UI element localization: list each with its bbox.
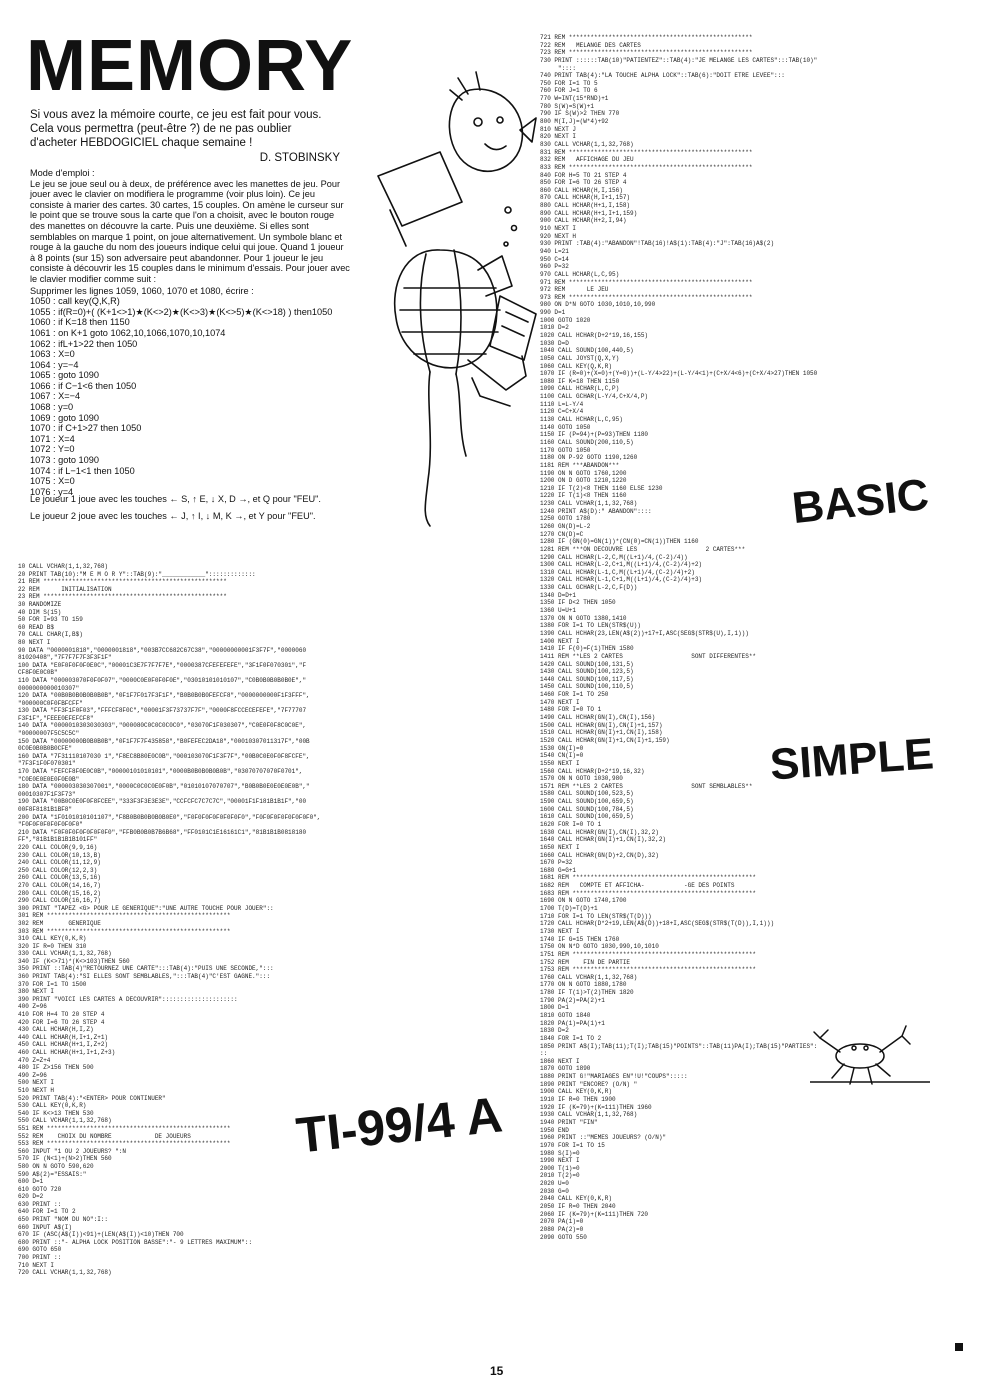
code-line: "00000007F5C5C5C" [18,730,80,738]
code-line: 832 REM AFFICHAGE DU JEU [540,156,634,164]
code-line: 1510 CALL HCHAR(GN(I)+1,CN(I),158) [540,729,663,737]
patch-line: 1071 : X=4 [30,433,75,444]
player1-keys: Le joueur 1 joue avec les touches ← S, ↑ E, ↓ X, D →, et Q pour "FEU". [30,494,321,504]
code-line: 552 REM CHOIX DU NOMBRE DE JOUEURS [18,1132,191,1140]
code-line: 1860 NEXT I [540,1057,580,1065]
code-line: 1210 IF T(2)<8 THEN 1160 ELSE 1230 [540,484,663,492]
code-line: 1120 C=C+X/4 [540,408,584,416]
code-line: 1530 GN(I)=0 [540,744,584,752]
code-line: 970 CALL HCHAR(L,C,95) [540,270,620,278]
code-line: 1810 GOTO 1840 [540,1012,591,1019]
code-line: 21 REM *************************************************** [18,578,227,586]
code-line: 200 DATA "1F0101010101107","F8B0B0B0B0B0B0E0","F0F0F0F0F0F0F0F0","F0F0F0F0F0F0F0F0", [18,813,321,821]
code-line: 80 NEXT I [18,638,51,646]
code-line: 890 CALL HCHAR(H+1,I+1,159) [540,209,638,217]
code-line: 1000 GOTO 1020 [540,316,591,324]
code-line: 180 DATA "000003030307001","0000C0C0C0E0F0B","01010107070707","B0B0B0E0E0E0E0B"," [18,783,310,791]
code-line: 1880 PRINT G!"MARIAGES EN"!U!"COUPS"::::: [540,1073,688,1081]
code-line: 1150 IF (P=94)+(P=93)THEN 1180 [540,431,649,439]
code-line: 1682 REM COMPTE ET AFFICHA- -GE DES POINTS [540,882,735,890]
patch-line: 1067 : X=−4 [30,391,81,402]
code-line: 630 PRINT :: [18,1200,62,1208]
player2-keys: Le joueur 2 joue avec les touches ← J, ↑ I, ↓ M, K →, et Y pour "FEU". [30,511,316,521]
code-line: 30 RANDOMIZE [18,600,62,608]
code-line: 1560 CALL HCHAR(D+2*19,16,32) [540,767,645,775]
code-line: 1570 ON N GOTO 1030,980 [540,775,623,783]
code-line: 1840 FOR I=1 TO 2 [540,1034,602,1042]
code-line: 850 FOR I=6 TO 26 STEP 4 [540,179,627,187]
code-line: 660 INPUT A$(I) [18,1223,73,1231]
code-line: 500 NEXT I [18,1079,55,1087]
intro-text: Si vous avez la mémoire courte, ce jeu est fait pour vous. Cela vous permettra (peut-être ?) de ne pas oublier d'acheter HEBDOGICIEL chaque semaine ! [30,109,322,149]
code-line: 1720 CALL HCHAR(D*2+19,LEN(A$(D))+18+I,ASC(SEG$(STR$(T(D)),I,1))) [540,920,775,928]
code-line: 1430 CALL SOUND(100,123,5) [540,668,634,676]
code-line: 820 NEXT I [540,133,577,141]
code-line: 950 C=14 [540,255,569,263]
end-of-article-mark [955,1343,963,1351]
code-line: 1420 CALL SOUND(100,131,5) [540,660,634,668]
code-line: 990 D=1 [540,309,566,317]
code-line: 1650 NEXT I [540,843,580,851]
code-line: 2090 GOTO 550 [540,1233,587,1241]
code-line: 721 REM *************************************************** [540,34,753,41]
code-line: 1820 PA(1)=PA(1)+1 [540,1019,605,1027]
code-line: 831 REM *************************************************** [540,148,753,156]
code-line: 270 CALL COLOR(14,16,7) [18,881,101,889]
code-line: 1950 END [540,1126,569,1134]
code-line: 833 REM *************************************************** [540,163,753,171]
code-line: 610 GOTO 720 [18,1185,62,1193]
code-line: 690 GOTO 650 [18,1246,62,1254]
language-stamp: BASIC [789,469,932,534]
code-line: ":::: [540,64,577,72]
patch-line: 1050 : call key(Q,K,R) [30,296,120,307]
patch-line: 1064 : y=−4 [30,359,79,370]
code-line: 1760 CALL VCHAR(1,1,32,768) [540,973,638,981]
code-line: 130 DATA "FF3F1F0F03","FFFCF8F0C","00001F3F73737F7F","0000F8FCCECEFEFE","7F77707 [18,707,307,715]
code-line: 1181 REM ***ABANDON*** [540,461,620,469]
code-line: 730 PRINT ::::::TAB(10)"PATIENTEZ"::TAB(4):"JE MELANGE LES CARTES":::TAB(10)" [540,56,818,64]
code-line: 722 REM MELANGE DES CARTES [540,41,641,49]
code-line: 301 REM *************************************************** [18,912,231,920]
code-line: 960 P=32 [540,263,569,271]
code-line: 1281 REM ***ON DECOUVRE LES 2 CARTES*** [540,545,746,553]
code-line: 1690 ON N GOTO 1740,1700 [540,897,627,905]
code-line: 280 CALL COLOR(15,16,2) [18,889,101,897]
code-line: 1900 CALL KEY(0,K,R) [540,1088,613,1096]
intro-block [30,108,340,165]
code-line: 23 REM *************************************************** [18,593,227,601]
code-line: 1790 PA(2)=PA(2)+1 [540,996,605,1004]
code-line: 1070 IF (R=0)+(X=0)+(Y=0))+(L-Y/4>22)+(L-Y/4<1)+(C+X/4<6)+(C+X/4>27)THEN 1050 [540,370,818,378]
code-line: 1450 CALL SOUND(100,110,5) [540,683,634,691]
code-line: 1751 REM *************************************************** [540,950,757,958]
code-line: FF","81B1B1B1B1B101FF" [18,836,98,844]
code-line: 1180 ON P-92 GOTO 1190,1260 [540,454,638,462]
code-line: 10 CALL VCHAR(1,1,32,768) [18,563,109,570]
code-line: 1490 CALL HCHAR(GN(I),CN(I),156) [540,714,656,722]
patch-line: 1074 : if L−1<1 then 1050 [30,465,135,476]
code-line: 1920 IF (K=79)+(K=111)THEN 1960 [540,1103,652,1111]
keyboard-patch-list [30,296,350,497]
code-line: 1300 CALL HCHAR(L-2,C+1,M((L+1)/4,(C-2)/4)+2) [540,561,703,569]
patch-line: 1068 : y=0 [30,402,74,413]
patch-line: 1060 : if K=18 then 1150 [30,317,130,328]
code-line: 160 DATA "7F31110107030 1","F8EC8B80E0C0B","000103070F1F3F7F","00B0C0E0F0F8FCFE", [18,752,310,760]
code-line: 250 CALL COLOR(12,2,3) [18,866,98,874]
code-line: 980 ON D*N GOTO 1030,1010,10,990 [540,301,656,309]
code-line: 1250 GOTO 1780 [540,515,591,523]
code-line: :: [540,1050,548,1058]
basic-listing-left [18,563,518,1277]
code-line: 900 CALL HCHAR(H+2,I,94) [540,217,627,225]
code-line: 810 NEXT J [540,125,577,133]
code-line: 2000 T(1)=0 [540,1164,580,1172]
code-line: 2020 U=0 [540,1180,569,1188]
code-line: "7F3F1F0F070301" [18,760,76,768]
code-line: 1750 ON N*D GOTO 1030,990,10,1010 [540,943,659,951]
code-line: "F0F0F0F0F0F0F0F0" [18,821,83,829]
code-line: 1753 REM *************************************************** [540,966,757,974]
code-line: 420 FOR I=6 TO 26 STEP 4 [18,1018,105,1026]
code-line: 1440 CALL SOUND(100,117,5) [540,675,634,683]
code-line: 360 PRINT TAB(4):"SI ELLES SONT SEMBLABLES,":::TAB(4)"C'EST GAGNE."::: [18,973,271,981]
code-line: 971 REM *************************************************** [540,278,753,286]
code-line: 150 DATA "00000000B0B0B0B","0F1F7F7F435858","B0FEFEC2DA18","00010307011317F","00B [18,737,310,745]
code-line: 1130 CALL HCHAR(L,C,95) [540,416,623,424]
code-line: 0C0E0B0B0B0CFE" [18,745,73,753]
code-line: 390 PRINT "VOICI LES CARTES A DECOUVRIR"::::::::::::::::::::: [18,995,238,1003]
code-line: 230 CALL COLOR(10,13,B) [18,851,101,859]
patch-line: 1063 : X=0 [30,349,75,360]
code-line: 2050 IF R=0 THEN 2040 [540,1203,616,1211]
code-line: 220 CALL COLOR(9,9,16) [18,843,98,851]
code-line: 190 DATA "00B0C0E0F0F8FCEE","333F3F3E3E3E","CCFCFC7C7C7C","00001F1F181B1B1F","00 [18,798,307,806]
code-line: 520 PRINT TAB(4):"<ENTER> POUR CONTINUER" [18,1094,166,1102]
code-line: 1350 IF D<2 THEN 1050 [540,599,616,607]
code-line: 530 CALL KEY(0,K,R) [18,1102,87,1110]
patch-line: 1073 : goto 1090 [30,455,99,466]
code-line: 560 INPUT "1 OU 2 JOUEURS? ":N [18,1147,127,1155]
code-line: F3F1F","FEEE0EFEFCF8" [18,714,94,722]
code-line: 760 FOR J=1 TO 6 [540,87,598,95]
cartoon-illustration [330,60,540,530]
code-line: 1660 CALL HCHAR(GN(D)+2,CN(D),32) [540,851,659,859]
code-line: 40 DIM S(15) [18,608,62,616]
code-line: 551 REM *************************************************** [18,1124,231,1132]
code-line: 1470 NEXT I [540,698,580,706]
code-line: 00F8F8181B1BF8" [18,806,73,813]
instructions-text: Le jeu se joue seul ou à deux, de préférence avec les manettes de jeu. Pour jouer avec le clavier on modifiera le programme (voir plus loin). Ce jeu consiste à marier des cartes. 30 cartes, 15 couples. On amène le curseur sur le point que se trouve sous la carte que l'on a choisit, avec le bouton rouge des manettes on découvre la carte. Puis une deuxième. Si elles sont semblables on marque 1 point, on joue alternativement. Un symbole blanc et rouge à la gauche du nom des joueurs indique celui qui joue. Quand 1 joueur à 8 points (sur 15) son adversaire peut abandonner. Pour 1 joueur le jeu consiste à découvrir les 15 couples dans le minimum d'essais. Pour jouer avec le clavier modifier comme suit : [30,178,350,284]
code-line: 1940 PRINT "FIN" [540,1118,598,1126]
code-line: 920 NEXT H [540,232,577,240]
code-line: 1260 GN(D)=L-2 [540,523,591,530]
code-line: 800 M(I,J)=(W*4)+92 [540,118,609,126]
code-line: 723 REM *************************************************** [540,49,753,57]
code-line: 1910 IF R=0 THEN 1900 [540,1096,616,1104]
code-line: 1090 CALL HCHAR(L,C,P) [540,385,620,393]
code-line: 00010307F1F3F73" [18,790,76,798]
code-line: 380 NEXT I [18,988,55,996]
patch-line: 1069 : goto 1090 [30,412,99,423]
code-line: 290 CALL COLOR(16,16,7) [18,897,101,905]
code-line: 1200 ON D GOTO 1210,1220 [540,477,627,485]
code-line: 840 FOR H=5 TO 21 STEP 4 [540,171,627,179]
patch-line: 1062 : ifL+1>22 then 1050 [30,338,138,349]
code-line: 300 PRINT "TAPEZ <G> POUR LE GENERIQUE":"UNE AUTRE TOUCHE POUR JOUER":: [18,904,274,912]
code-line: 2070 PA(1)=0 [540,1218,584,1226]
code-line: 1610 CALL SOUND(100,659,5) [540,813,634,821]
code-line: 870 CALL HCHAR(H,I+1,157) [540,194,631,202]
code-line: 1190 ON N GOTO 1760,1200 [540,469,627,477]
code-line: 1620 FOR I=0 TO 1 [540,820,602,828]
code-line: 1310 CALL HCHAR(L-1,C,M((L+1)/4,(C-2)/4)+2) [540,568,695,576]
code-line: 1980 S(I)=0 [540,1149,580,1157]
code-line: 330 CALL VCHAR(1,1,32,768) [18,950,112,958]
patch-line: 1061 : on K+1 goto 1062,10,1066,1070,10,1074 [30,327,226,338]
code-line: 2040 CALL KEY(0,K,R) [540,1195,613,1203]
code-line: 790 IF S(W)>2 THEN 770 [540,110,620,118]
code-line: 1520 CALL HCHAR(GN(I)+1,CN(I)+1,159) [540,736,670,744]
code-line: 302 REM GENERIQUE [18,919,101,927]
code-line: 930 PRINT :TAB(4):"ABANDON"!TAB(16)!A$(1):TAB(4):"J":TAB(16)A$(2) [540,240,775,248]
code-line: 2010 T(2)=0 [540,1172,580,1180]
code-line: 680 PRINT ::"- ALPHA LOCK POSITION BASSE":"- 9 LETTRES MAXIMUM":: [18,1238,253,1246]
code-line: 750 FOR I=1 TO 5 [540,79,598,87]
code-line: 600 D=1 [18,1178,44,1186]
code-line: 20 PRINT TAB(10):"M E M O R Y"::TAB(9):"____________"::::::::::::: [18,570,256,578]
patch-line: 1075 : X=0 [30,476,75,487]
code-line: 553 REM *************************************************** [18,1140,231,1148]
code-line: 480 IF Z>156 THEN 500 [18,1064,94,1072]
code-line: "C0E0E0E0E0F0E0B" [18,775,80,783]
code-line: 1460 FOR I=1 TO 250 [540,691,609,699]
code-line: 700 PRINT :: [18,1254,62,1262]
article-title: MEMORY [26,26,354,106]
code-line: 1730 NEXT I [540,927,580,935]
code-line: 2030 G=0 [540,1187,569,1195]
code-line: 590 A$(2)="ESSAIS:" [18,1170,87,1178]
code-line: 450 CALL HCHAR(H+1,I,Z+2) [18,1041,109,1049]
code-line: 1752 REM FIN DE PARTIE [540,958,631,966]
code-line: 430 CALL HCHAR(H,I,Z) [18,1026,94,1034]
code-line: 910 NEXT I [540,225,577,233]
code-line: 1970 FOR I=1 TO 15 [540,1141,605,1149]
patch-line: 1076 : y=4 [30,486,74,497]
code-line: 81020408","7F7F7F7F3F3F1F" [18,654,112,662]
code-line: 370 FOR I=1 TO 1500 [18,980,87,988]
code-line: 1400 NEXT I [540,637,580,645]
code-line: 1030 D=D [540,339,569,347]
code-line: 1990 NEXT I [540,1157,580,1165]
code-line: 670 IF (ASC(A$(I))<91)+(LEN(A$(I))<10)THEN 700 [18,1231,184,1239]
code-line: 340 IF (K<>71)*(K<>103)THEN 560 [18,957,130,965]
code-line: 1060 CALL KEY(Q,K,R) [540,362,613,370]
code-line: 650 PRINT "NOM DU NO":I:: [18,1216,109,1224]
code-line: 1830 D=2 [540,1027,569,1035]
code-line: 350 PRINT ::TAB(4)"RETOURNEZ UNE CARTE":::TAB(4):"PUIS UNE SECONDE,"::: [18,965,274,973]
code-line: 1370 ON N GOTO 1380,1410 [540,614,627,622]
code-line: 120 DATA "00B0B0B0B0B0B0B","0F1F7F017F3F1F","B0B0B0B0FEFCF8","0000000000F1F3FFF", [18,692,310,700]
code-line: 50 FOR I=93 TO 159 [18,616,83,624]
code-line: 1700 T(D)=T(D)+1 [540,905,598,913]
code-line: 1320 CALL HCHAR(L-1,C+1,M((L+1)/4,(C-2)/4)+3) [540,576,703,584]
code-line: 310 CALL KEY(0,K,R) [18,935,87,943]
code-line: 1770 ON N GOTO 1880,1780 [540,981,627,989]
code-line: 400 Z=96 [18,1003,47,1011]
code-line: 1160 CALL SOUND(200,110,5) [540,438,634,446]
code-line: 510 NEXT H [18,1086,55,1094]
code-line: 2080 PA(2)=0 [540,1225,584,1233]
code-line: 490 Z=96 [18,1071,47,1079]
code-line: 303 REM *************************************************** [18,927,231,935]
code-line: 140 DATA "0000010303030303","000080C0C0C0C0C0","03070F1F030307","C0E0F0F8C0C0E", [18,722,307,730]
code-line: "000000C0F0FBFCFF" [18,699,83,707]
code-line: 1630 CALL HCHAR(GN(I),CN(I),32,2) [540,828,659,836]
code-line: 170 DATA "FEFCF8F0E0C0B","00000101010101","0000B0B0B0B0B0B","03070707070F0701", [18,768,303,776]
code-line: 570 IF (N<1)+(N>2)THEN 560 [18,1155,112,1163]
code-line: 1670 P=32 [540,859,573,867]
code-line: 640 FOR I=1 TO 2 [18,1208,76,1216]
code-line: 720 CALL VCHAR(1,1,32,768) [18,1269,112,1277]
code-line: 1110 L=L-Y/4 [540,400,584,408]
code-line: 2060 IF (K=79)+(K=111)THEN 720 [540,1210,649,1218]
code-line: 1080 IF K=18 THEN 1150 [540,377,620,385]
code-line: 70 CALL CHAR(I,B$) [18,631,83,639]
code-line: 1550 NEXT I [540,759,580,767]
page-number: 15 [490,1364,504,1378]
code-line: 940 L=21 [540,247,569,255]
code-line: 1100 CALL GCHAR(L-Y/4,C+X/4,P) [540,393,649,401]
mode-heading: Mode d'emploi : [30,168,95,178]
machine-stamp: TI-99/4 A [293,1086,505,1164]
code-line: 1170 GOTO 1050 [540,446,591,454]
code-line: 973 REM *************************************************** [540,293,753,301]
code-line: 740 PRINT TAB(4):"LA TOUCHE ALPHA LOCK"::TAB(6):"DOIT ETRE LEVEE"::: [540,72,785,80]
code-line: 22 REM INITIALISATION [18,585,112,593]
code-line: 210 DATA "F0F0F0F0F0F0F0F0","FFB0B0B0B7B6B68","FF0101C1E16161C1","81B1B1B0818180 [18,828,307,836]
keys-block [30,491,350,525]
code-line: 1480 FOR I=0 TO 1 [540,706,602,714]
code-line: 90 DATA "0000001818","0000001818","003B7CC682C67C38","00000000001F3F7F","0000060 [18,646,307,654]
code-line: 972 REM LE JEU [540,286,609,294]
code-line: 1411 REM **LES 2 CARTES SONT DIFFERENTES** [540,652,757,660]
code-line: 1140 GOTO 1050 [540,423,591,431]
code-line: 1600 CALL SOUND(100,784,5) [540,805,634,813]
code-line: 1390 CALL HCHAR(23,LEN(A$(2))+17+I,ASC(SEG$(STR$(U),I,1))) [540,629,749,637]
code-line: 440 CALL HCHAR(H,I+1,Z+1) [18,1033,109,1041]
suppress-text: Supprimer les lignes 1059, 1060, 1070 et 1080, écrire : [30,285,254,296]
code-line: 830 CALL VCHAR(1,1,32,768) [540,140,634,148]
code-line: 320 IF R=0 THEN 310 [18,942,87,950]
patch-line: 1055 : if(R=0)+( (K+1<>1)★(K<>2)★(K<>3)★(K<>5)★(K<>18) ) then1050 [30,306,333,317]
basic-listing-right [540,34,965,1241]
code-line: 1500 CALL HCHAR(GN(I),CN(I)+1,157) [540,721,663,729]
code-line: 860 CALL HCHAR(H,I,156) [540,186,623,194]
code-line: 1850 PRINT A$(I);TAB(11);T(I);TAB(15)"POINTS"::TAB(11)PA(I);TAB(15)"PARTIES": [540,1042,818,1050]
code-line: 540 IF K<>13 THEN 530 [18,1109,94,1117]
code-line: 1590 CALL SOUND(100,659,5) [540,798,634,806]
patch-line: 1070 : if C+1>27 then 1050 [30,423,142,434]
code-line: 1890 PRINT "ENCORE? (O/N) " [540,1080,638,1088]
code-line: 550 CALL VCHAR(1,1,32,768) [18,1117,112,1125]
code-line: 580 ON N GOTO 590,620 [18,1162,94,1170]
patch-line: 1065 : goto 1090 [30,370,99,381]
code-line: 1780 IF T(1)>T(2)THEN 1820 [540,989,634,997]
code-line: 1360 U=U+1 [540,607,577,615]
code-line: 780 S(W)=S(W)+1 [540,102,595,110]
code-line: 1800 D=1 [540,1004,569,1012]
code-line: 1330 CALL GCHAR(L-2,C,F(D)) [540,584,638,592]
code-line: 1230 CALL VCHAR(1,1,32,768) [540,500,638,508]
code-line: 60 READ B$ [18,623,55,631]
code-line: 1960 PRINT ::"MEMES JOUEURS? (O/N)" [540,1134,667,1142]
code-line: 1930 CALL VCHAR(1,1,32,768) [540,1111,638,1119]
code-line: 110 DATA "000003070F0F0F07","0000C0E0F0F0F0E","03010101010107","C0B0B0B0B0B0E"," [18,676,307,684]
code-line: 1040 CALL SOUND(100,440,5) [540,347,634,355]
code-line: 770 W=INT(15*RND)+1 [540,95,609,103]
code-line: 1410 IF F(0)=F(1)THEN 1580 [540,645,634,653]
instructions-block [30,168,350,497]
code-line: 1270 CN(D)=C [540,530,584,538]
code-line: 1050 CALL JOYST(Q,X,Y) [540,354,620,362]
code-line: 1020 CALL HCHAR(D+2*19,16,155) [540,331,649,339]
code-line: 1870 GOTO 1890 [540,1065,591,1073]
code-line: 100 DATA "E0F0F0F0F0E0C","00001C3E7F7F7F7E","0000387CFEFEFEFE","3F1F0F070301","F [18,661,307,669]
author: D. STOBINSKY [259,152,340,164]
code-line: 240 CALL COLOR(11,12,9) [18,859,101,867]
code-line: 880 CALL HCHAR(H+1,I,158) [540,202,631,210]
code-line: 0000000000010307" [18,684,80,692]
code-line: 1680 G=G+1 [540,866,577,874]
code-line: 1580 CALL SOUND(100,523,5) [540,790,634,798]
code-line: 260 CALL COLOR(13,5,16) [18,874,101,882]
code-line: 1710 FOR I=1 TO LEN(STR$(T(D))) [540,912,652,920]
code-line: 1290 CALL HCHAR(L-2,C,M((L+1)/4,(C-2)/4)) [540,553,688,561]
code-line: 1683 REM *************************************************** [540,889,757,897]
code-line: 460 CALL HCHAR(H+1,I+1,Z+3) [18,1049,116,1056]
code-line: 470 Z=Z+4 [18,1056,51,1064]
code-line: 1340 D=D+1 [540,591,577,599]
code-line: 1681 REM *************************************************** [540,874,757,882]
code-line: CF8F0E0C0B" [18,669,58,677]
code-line: 1220 IF T(1)<8 THEN 1160 [540,492,627,500]
code-line: 1640 CALL HCHAR(GN(I)+1,CN(I),32,2) [540,836,667,844]
code-line: 710 NEXT I [18,1261,55,1269]
code-line: 1380 FOR I=1 TO LEN(STR$(U)) [540,622,641,630]
code-line: 410 FOR H=4 TO 20 STEP 4 [18,1011,105,1019]
code-line: 1280 IF (GN(0)=GN(1))*(CN(0)=CN(1))THEN 1160 [540,538,699,546]
code-line: 1010 D=2 [540,324,569,332]
code-line: 1740 IF G=15 THEN 1760 [540,935,620,943]
code-line: 1571 REM **LES 2 CARTES SONT SEMBLABLES** [540,782,753,790]
patch-line: 1072 : Y=0 [30,444,75,455]
code-line: 1540 CN(I)=0 [540,752,584,760]
level-stamp: SIMPLE [768,729,936,790]
code-line: 620 D=2 [18,1193,44,1201]
patch-line: 1066 : if C−1<6 then 1050 [30,380,137,391]
code-line: 1240 PRINT A$(D):" ABANDON":::: [540,507,652,515]
